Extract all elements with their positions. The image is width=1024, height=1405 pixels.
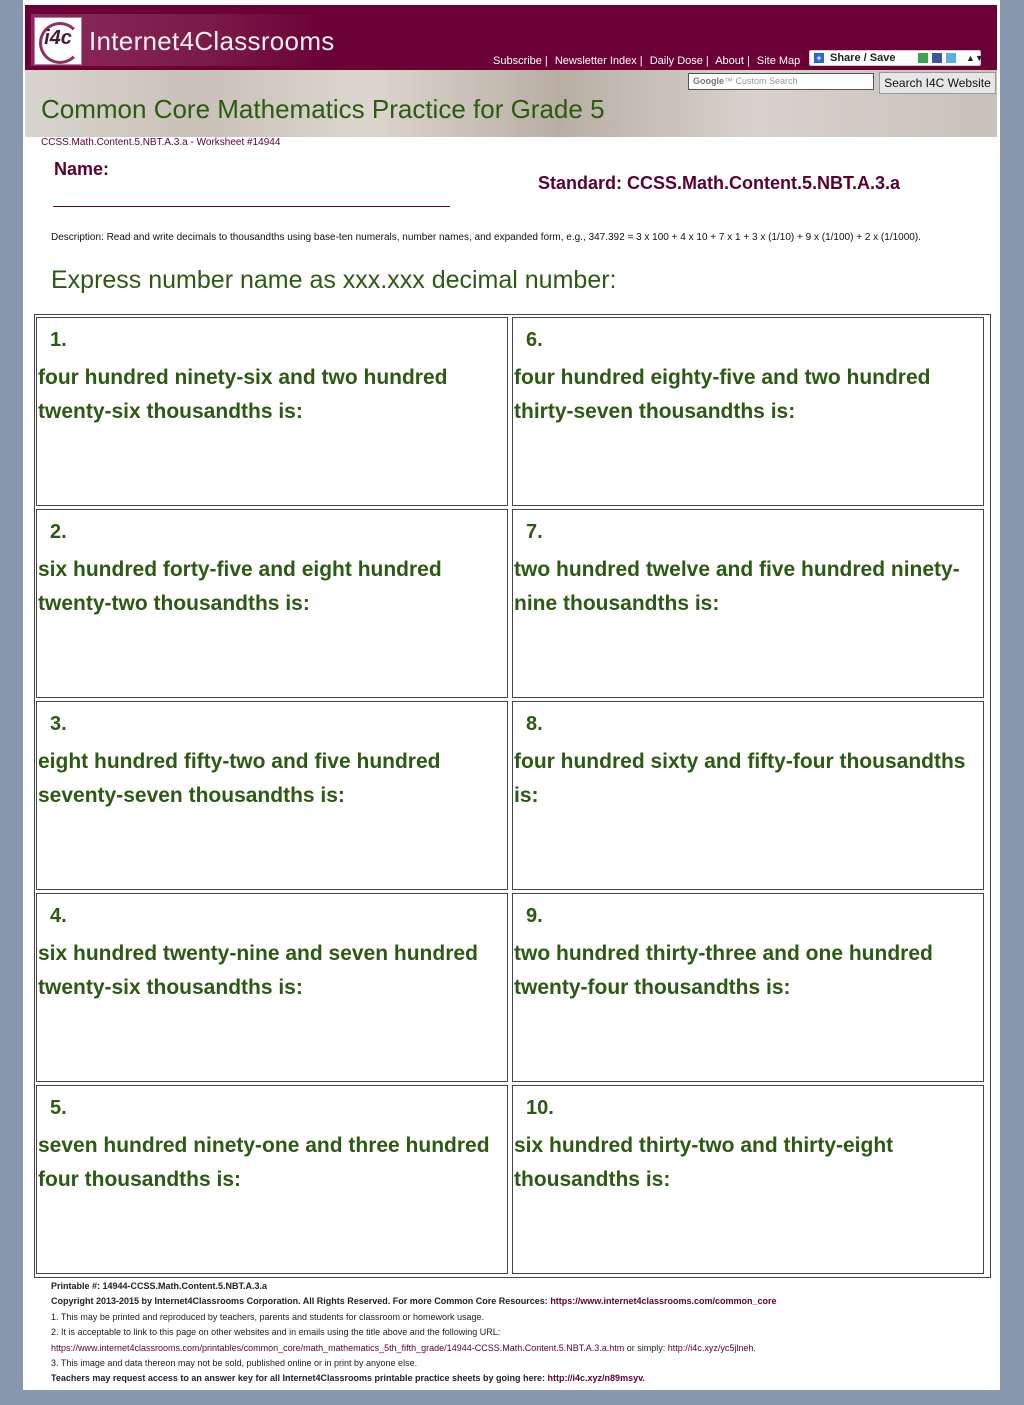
problem-grid [34, 314, 991, 1278]
problem-number: 5. [50, 1097, 67, 1119]
top-nav: Subscribe | Newsletter Index | Daily Dose | About | Site Map [493, 55, 801, 67]
worksheet-url-line: https://www.internet4classrooms.com/printables/common_core/math_mathematics_5th_fifth_grade/14944-CCSS.Math.Content.5.NBT.A.3.a.htm or simply: http://i4c.xyz/yc5jlneh. [51, 1342, 756, 1353]
worksheet-long-url[interactable]: https://www.internet4classrooms.com/printables/common_core/math_mathematics_5th_fifth_grade/14944-CCSS.Math.Content.5.NBT.A.3.a.htm [51, 1342, 625, 1353]
problem-number: 2. [50, 521, 67, 543]
problem-number: 6. [526, 329, 543, 351]
i4c-logo-icon: i4c [34, 17, 82, 65]
standard-description: Description: Read and write decimals to thousandths using base-ten numerals, number names, and expanded form, e.g., 347.392 = 3 x 100 + 4 x 10 + 7 x 1 + 3 x (1/10) + 9 x (1/100) + 2 x (1/1000). [51, 232, 921, 243]
email-share-icon[interactable] [918, 53, 928, 63]
nav-newsletter-index[interactable]: Newsletter Index [554, 55, 637, 67]
worksheet-reference: CCSS.Math.Content.5.NBT.A.3.a - Worksheet #14944 [41, 137, 281, 148]
nav-subscribe[interactable]: Subscribe [493, 55, 542, 67]
problem-text: two hundred twelve and five hundred ninety-nine thousandths is: [514, 558, 960, 615]
common-core-link[interactable]: https://www.internet4classrooms.com/common_core [550, 1296, 777, 1307]
problem-text: seven hundred ninety-one and three hundred four thousandths is: [38, 1134, 490, 1191]
answer-key-line: Teachers may request access to an answer key for all Internet4Classrooms printable practice sheets by going here: http://i4c.xyz/n89msyv. [51, 1373, 645, 1384]
printable-number: Printable #: 14944-CCSS.Math.Content.5.NBT.A.3.a [51, 1281, 268, 1291]
problem-cell-7 [512, 509, 984, 698]
problem-number: 8. [526, 713, 543, 735]
worksheet-short-url[interactable]: http://i4c.xyz/yc5jlneh [667, 1342, 754, 1353]
usage-note-3: 3. This image and data thereon may not be sold, published online or in print by anyone else. [51, 1358, 418, 1369]
problem-number: 7. [526, 521, 543, 543]
problem-number: 4. [50, 905, 67, 927]
worksheet-page [23, 0, 1000, 1390]
page-title: Common Core Mathematics Practice for Grade 5 [41, 94, 605, 124]
problem-text: four hundred eighty-five and two hundred thirty-seven thousandths is: [514, 366, 931, 423]
nav-about[interactable]: About [715, 55, 744, 67]
nav-site-map[interactable]: Site Map [756, 55, 801, 67]
search-input[interactable]: Google™ Custom Search [688, 73, 874, 90]
problem-text: six hundred twenty-nine and seven hundred twenty-six thousandths is: [38, 942, 478, 999]
copyright-line: Copyright 2013-2015 by Internet4Classrooms Corporation. All Rights Reserved. For more Common Core Resources: https://www.internet4classrooms.com/common_core [51, 1296, 777, 1307]
problem-text: four hundred ninety-six and two hundred twenty-six thousandths is: [38, 366, 448, 423]
problem-cell-5 [36, 1085, 508, 1274]
site-name: Internet4Classrooms [89, 26, 335, 56]
problem-number: 10. [526, 1097, 554, 1119]
problem-cell-9 [512, 893, 984, 1082]
site-logo[interactable] [31, 14, 335, 66]
problem-cell-3 [36, 701, 508, 890]
problem-text: four hundred sixty and fifty-four thousandths is: [514, 750, 966, 807]
problem-cell-1 [36, 317, 508, 506]
nav-daily-dose[interactable]: Daily Dose [649, 55, 703, 67]
problem-number: 9. [526, 905, 543, 927]
name-underline [53, 206, 450, 207]
usage-note-2: 2. It is acceptable to link to this page on other websites and in emails using the title above and the following URL: [51, 1327, 501, 1338]
facebook-icon[interactable] [932, 53, 942, 63]
problem-number: 3. [50, 713, 67, 735]
search-button[interactable]: Search I4C Website [879, 72, 996, 94]
share-save-button[interactable] [809, 50, 984, 66]
twitter-icon[interactable] [946, 53, 956, 63]
problem-cell-6 [512, 317, 984, 506]
instructions-heading: Express number name as xxx.xxx decimal number: [51, 266, 617, 294]
name-label: Name: [54, 159, 110, 179]
problem-number: 1. [50, 329, 67, 351]
standard-label: Standard: CCSS.Math.Content.5.NBT.A.3.a [538, 173, 901, 193]
answer-key-link[interactable]: http://i4c.xyz/n89msyv [547, 1373, 643, 1384]
problem-cell-10 [512, 1085, 984, 1274]
site-header [25, 5, 997, 70]
problem-text: two hundred thirty-three and one hundred twenty-four thousandths is: [514, 942, 933, 999]
page-footer [51, 1279, 991, 1387]
problem-text: six hundred forty-five and eight hundred twenty-two thousandths is: [38, 558, 442, 615]
share-dropdown-icon[interactable]: ▲▼ [966, 53, 984, 63]
share-plus-icon: + [814, 53, 824, 63]
problem-cell-2 [36, 509, 508, 698]
problem-text: eight hundred fifty-two and five hundred seventy-seven thousandths is: [38, 750, 441, 807]
problem-cell-8 [512, 701, 984, 890]
usage-note-1: 1. This may be printed and reproduced by teachers, parents and students for classroom or homework usage. [51, 1311, 485, 1322]
share-label: Share / Save [830, 52, 896, 64]
problem-text: six hundred thirty-two and thirty-eight thousandths is: [514, 1134, 894, 1191]
problem-cell-4 [36, 893, 508, 1082]
